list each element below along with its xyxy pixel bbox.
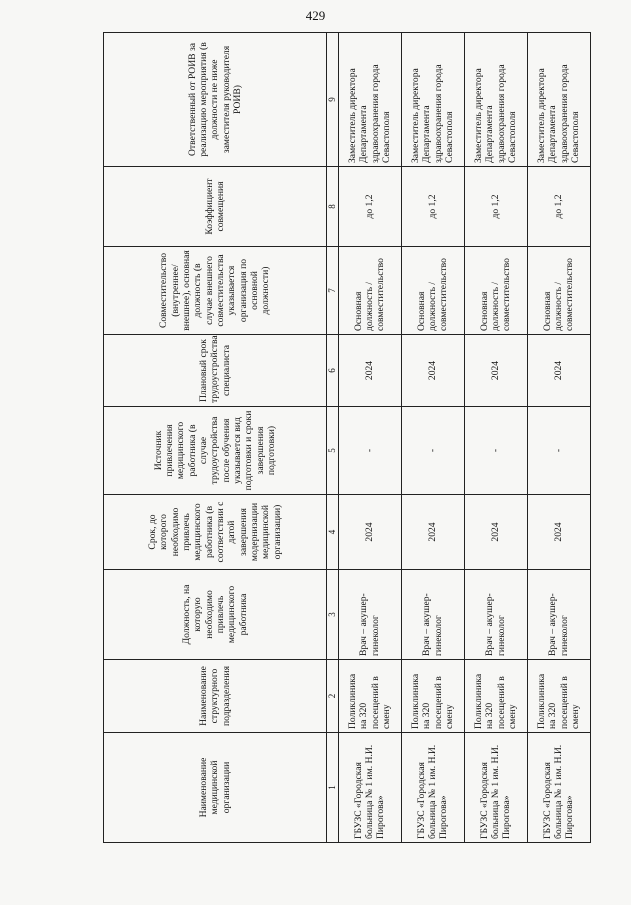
table-cell: Заместитель директора Департамента здравоохранения города Севастополя bbox=[464, 33, 527, 167]
table-cell: Основная должность / совместительство bbox=[401, 247, 464, 335]
table-row bbox=[338, 33, 401, 843]
table-row bbox=[401, 33, 464, 843]
table-row bbox=[527, 33, 590, 843]
table-cell: Врач – акушер-гинеколог bbox=[527, 570, 590, 660]
table-cell: 2024 bbox=[401, 335, 464, 407]
table-cell: ГБУЗС «Городская больница № 1 им. Н.И. Пирогова» bbox=[527, 733, 590, 843]
table-cell: Заместитель директора Департамента здравоохранения города Севастополя bbox=[338, 33, 401, 167]
header-cell: Коэффициент совмещения bbox=[104, 167, 327, 247]
table-row bbox=[464, 33, 527, 843]
column-number: 7 bbox=[327, 247, 339, 335]
table-cell: 2024 bbox=[401, 495, 464, 570]
table-cell: 2024 bbox=[338, 335, 401, 407]
column-number: 8 bbox=[327, 167, 339, 247]
table-cell: Заместитель директора Департамента здравоохранения города Севастополя bbox=[527, 33, 590, 167]
table-cell: Заместитель директора Департамента здравоохранения города Севастополя bbox=[401, 33, 464, 167]
header-cell: Совместительство (внутреннее/внешнее), основная должность (в случае внешнего совместительства указывается организация по основной должности) bbox=[104, 247, 327, 335]
table-cell: Врач – акушер-гинеколог bbox=[464, 570, 527, 660]
table-cell: 2024 bbox=[338, 495, 401, 570]
table-cell: Врач – акушер-гинеколог bbox=[338, 570, 401, 660]
staffing-table bbox=[103, 32, 591, 843]
column-number: 9 bbox=[327, 33, 339, 167]
column-number: 2 bbox=[327, 660, 339, 733]
table-cell: ГБУЗС «Городская больница № 1 им. Н.И. Пирогова» bbox=[464, 733, 527, 843]
table-cell: ГБУЗС «Городская больница № 1 им. Н.И. Пирогова» bbox=[401, 733, 464, 843]
rotated-table-frame bbox=[103, 33, 581, 843]
table-cell: 2024 bbox=[464, 495, 527, 570]
header-cell: Наименование структурного подразделения bbox=[104, 660, 327, 733]
header-cell: Наименование медицинской организации bbox=[104, 733, 327, 843]
header-row bbox=[104, 33, 327, 843]
header-cell: Ответственный от РОИВ за реализацию мероприятия (в должности не ниже заместителя руководителя РОИВ) bbox=[104, 33, 327, 167]
table-cell: до 1,2 bbox=[464, 167, 527, 247]
header-cell: Источник привлечения медицинского работника (в случае трудоустройства после обучения указывается вид подготовки и сроки завершения подготовки) bbox=[104, 407, 327, 495]
header-cell: Должность, на которую необходимо привлечь медицинского работника bbox=[104, 570, 327, 660]
table-cell: 2024 bbox=[464, 335, 527, 407]
table-cell: 2024 bbox=[527, 495, 590, 570]
table-cell: Основная должность / совместительство bbox=[338, 247, 401, 335]
table-container bbox=[103, 33, 581, 843]
table-cell: Врач – акушер-гинеколог bbox=[401, 570, 464, 660]
table-cell: Основная должность / совместительство bbox=[464, 247, 527, 335]
column-number: 1 bbox=[327, 733, 339, 843]
table-cell: - bbox=[401, 407, 464, 495]
header-cell: Плановый срок трудоустройства специалиста bbox=[104, 335, 327, 407]
table-cell: Основная должность / совместительство bbox=[527, 247, 590, 335]
table-cell: ГБУЗС «Городская больница № 1 им. Н.И. Пирогова» bbox=[338, 733, 401, 843]
page-number: 429 bbox=[305, 8, 326, 23]
column-number-row bbox=[327, 33, 339, 843]
column-number: 3 bbox=[327, 570, 339, 660]
column-number: 6 bbox=[327, 335, 339, 407]
header-cell: Срок, до которого необходимо привлечь медицинского работника (в соответствии с датой завершения модернизации медицинской организации) bbox=[104, 495, 327, 570]
table-cell: Поликлиника на 320 посещений в смену bbox=[338, 660, 401, 733]
column-number: 5 bbox=[327, 407, 339, 495]
table-cell: Поликлиника на 320 посещений в смену bbox=[464, 660, 527, 733]
table-cell: до 1,2 bbox=[527, 167, 590, 247]
table-cell: - bbox=[464, 407, 527, 495]
table-cell: - bbox=[527, 407, 590, 495]
table-cell: 2024 bbox=[527, 335, 590, 407]
table-cell: Поликлиника на 320 посещений в смену bbox=[527, 660, 590, 733]
table-cell: до 1,2 bbox=[401, 167, 464, 247]
table-cell: - bbox=[338, 407, 401, 495]
table-cell: Поликлиника на 320 посещений в смену bbox=[401, 660, 464, 733]
column-number: 4 bbox=[327, 495, 339, 570]
table-cell: до 1,2 bbox=[338, 167, 401, 247]
